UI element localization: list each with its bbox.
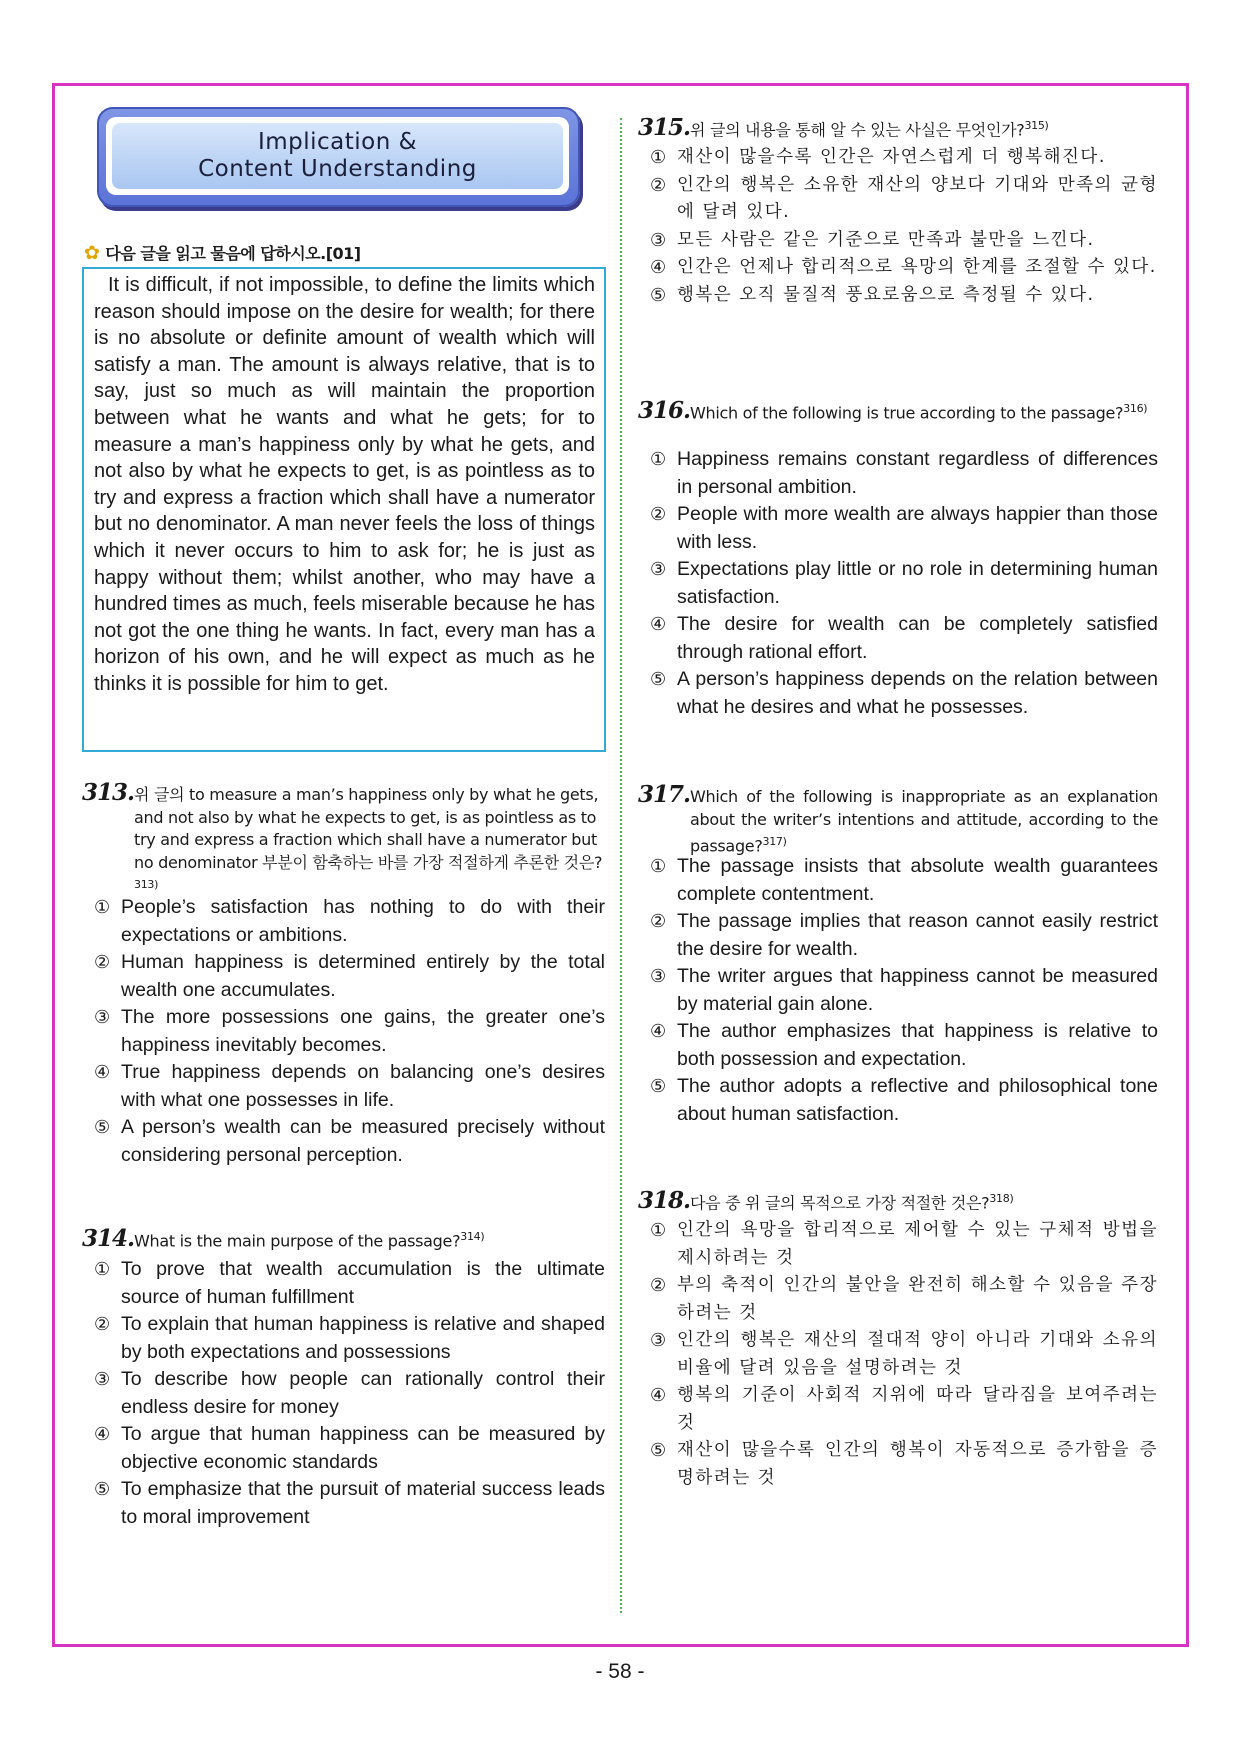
option-text: 부의 축적이 인간의 불안을 완전히 해소할 수 있음을 주장하려는 것: [677, 1275, 1158, 1323]
option-text: 인간의 행복은 소유한 재산의 양보다 기대와 만족의 균형에 달려 있다.: [677, 174, 1158, 222]
option-marker: ②: [650, 911, 667, 931]
option-4[interactable]: [650, 254, 1158, 282]
option-marker: ③: [94, 1007, 111, 1027]
option-text: 행복의 기준이 사회적 지위에 따라 달라짐을 보여주려는 것: [677, 1385, 1158, 1433]
footnote-ref: 318): [989, 1192, 1014, 1205]
option-5[interactable]: [650, 1437, 1158, 1492]
question-text: 다음 중 위 글의 목적으로 가장 적절한 것은?: [690, 1193, 990, 1213]
option-text: 모든 사람은 같은 기준으로 만족과 불만을 느낀다.: [677, 229, 1095, 250]
options-316: [650, 446, 1158, 721]
option-text: 재산이 많을수록 인간의 행복이 자동적으로 증가함을 증명하려는 것: [677, 1440, 1158, 1488]
option-text: The desire for wealth can be completely satisfied through rational effort.: [677, 613, 1158, 663]
option-5[interactable]: [650, 666, 1158, 721]
option-marker: ②: [94, 1314, 111, 1334]
question-316: [638, 398, 1158, 425]
option-1[interactable]: [650, 853, 1158, 908]
option-2[interactable]: [650, 172, 1158, 227]
option-text: True happiness depends on balancing one’s desires with what one possesses in life.: [121, 1061, 605, 1111]
footnote-ref: 313): [134, 878, 159, 891]
option-text: The writer argues that happiness cannot be measured by material gain alone.: [677, 965, 1158, 1015]
question-number: 313.: [82, 779, 135, 806]
option-marker: ②: [650, 174, 668, 196]
option-3[interactable]: [650, 227, 1158, 255]
option-marker: ①: [650, 1220, 668, 1241]
option-marker: ②: [650, 504, 667, 524]
question-text: 위 글의 to measure a man’s happiness only by what he gets, and not also by what he expects to get, is as pointless as to try and express a fraction which shall have a numerator but no denominator 부분이 함축하는 바를 가장 적절하게 추론한 것은?: [134, 785, 603, 872]
question-text: 위 글의 내용을 통해 알 수 있는 사실은 무엇인가?: [690, 120, 1025, 140]
option-4[interactable]: [650, 1018, 1158, 1073]
question-number: 318.: [638, 1187, 691, 1215]
option-marker: ④: [650, 1385, 668, 1406]
question-text: Which of the following is true according to the passage?: [690, 403, 1124, 423]
question-text: Which of the following is inappropriate as an explanation about the writer’s intentions and attitude, according to the passage?: [690, 787, 1158, 856]
options-315: [650, 144, 1158, 309]
option-marker: ⑤: [94, 1479, 111, 1499]
option-text: 재산이 많을수록 인간은 자연스럽게 더 행복해진다.: [677, 147, 1106, 167]
option-2[interactable]: [94, 1311, 605, 1366]
footnote-ref: 314): [460, 1230, 485, 1243]
option-3[interactable]: [94, 1366, 605, 1421]
option-4[interactable]: [94, 1059, 605, 1114]
option-5[interactable]: [650, 1073, 1158, 1128]
option-text: The more possessions one gains, the greater one’s happiness inevitably becomes.: [121, 1006, 605, 1056]
option-4[interactable]: [650, 1382, 1158, 1437]
option-text: Expectations play little or no role in determining human satisfaction.: [677, 558, 1158, 608]
option-text: Happiness remains constant regardless of differences in personal ambition.: [677, 448, 1158, 498]
option-marker: ⑤: [650, 1076, 667, 1096]
option-marker: ④: [650, 614, 667, 634]
footnote-ref: 317): [762, 835, 787, 848]
option-2[interactable]: [94, 949, 605, 1004]
question-text: What is the main purpose of the passage?: [134, 1231, 461, 1251]
option-1[interactable]: [650, 446, 1158, 501]
option-text: The passage implies that reason cannot easily restrict the desire for wealth.: [677, 910, 1158, 960]
option-text: To prove that wealth accumulation is the ultimate source of human fulfillment: [121, 1258, 605, 1308]
option-4[interactable]: [650, 611, 1158, 666]
option-5[interactable]: [94, 1114, 605, 1169]
option-text: Human happiness is determined entirely by the total wealth one accumulates.: [121, 951, 605, 1001]
reading-passage: It is difficult, if not impossible, to define the limits which reason should impose on the desire for wealth; for there is no absolute or definite amount of wealth which will satisfy a man. The amount is always relative, that is to say, just so much as will maintain the proportion between what he wants and what he gets; for to measure a man’s happiness only by what he gets, and not also by what he expects to get, is as pointless as to try and express a fraction which shall have a numerator but no denominator. A man never feels the loss of things which it never occurs to him to ask for; he is just as happy without them; whilst another, who may have a hundred times as much, feels miserable because he has not got the one thing he wants. In fact, every man has a horizon of his own, and he will expect as much as he thinks it is possible for him to get.: [82, 267, 606, 752]
option-marker: ③: [650, 966, 667, 986]
question-number: 317.: [638, 781, 691, 808]
section-title: [112, 123, 563, 189]
option-5[interactable]: [650, 282, 1158, 310]
option-text: To argue that human happiness can be measured by objective economic standards: [121, 1423, 605, 1473]
instruction-text: 다음 글을 읽고 물음에 답하시오.[01]: [105, 244, 361, 263]
option-marker: ⑤: [650, 284, 668, 306]
option-text: A person’s happiness depends on the relation between what he desires and what he possesses.: [677, 668, 1158, 718]
flower-icon: ✿: [84, 241, 100, 264]
instruction: [84, 241, 361, 264]
option-marker: ③: [650, 1330, 668, 1351]
option-3[interactable]: [650, 1327, 1158, 1382]
option-text: The author emphasizes that happiness is relative to both possession and expectation.: [677, 1020, 1158, 1070]
option-marker: ④: [650, 257, 668, 278]
option-marker: ①: [94, 897, 111, 917]
question-number: 316.: [638, 397, 691, 425]
option-text: 인간의 욕망을 합리적으로 제어할 수 있는 구체적 방법을 제시하려는 것: [677, 1220, 1158, 1268]
option-1[interactable]: [650, 144, 1158, 172]
options-318: [650, 1217, 1158, 1492]
option-text: The passage insists that absolute wealth guarantees complete contentment.: [677, 855, 1158, 905]
section-title-line1: Implication &: [257, 129, 418, 155]
question-317: [638, 781, 1158, 858]
options-313: [94, 894, 605, 1169]
section-title-line2: Content Understanding: [198, 156, 477, 182]
option-2[interactable]: [650, 1272, 1158, 1327]
option-marker: ③: [650, 229, 668, 251]
column-divider: [620, 118, 622, 1613]
option-text: 행복은 오직 물질적 풍요로움으로 측정될 수 있다.: [677, 284, 1095, 305]
option-text: People with more wealth are always happier than those with less.: [677, 503, 1158, 553]
option-4[interactable]: [94, 1421, 605, 1476]
page-number: - 58 -: [595, 1660, 645, 1683]
option-text: People’s satisfaction has nothing to do with their expectations or ambitions.: [121, 896, 605, 946]
option-marker: ④: [94, 1424, 111, 1444]
option-text: 인간의 행복은 재산의 절대적 양이 아니라 기대와 소유의 비율에 달려 있음을 설명하려는 것: [677, 1330, 1158, 1378]
option-text: A person’s wealth can be measured precisely without considering personal perception.: [121, 1116, 605, 1166]
option-marker: ①: [650, 449, 667, 469]
option-5[interactable]: [94, 1476, 605, 1531]
option-marker: ②: [650, 1275, 668, 1296]
option-text: To describe how people can rationally control their endless desire for money: [121, 1368, 605, 1418]
option-text: 인간은 언제나 합리적으로 욕망의 한계를 조절할 수 있다.: [677, 257, 1157, 277]
option-marker: ②: [94, 952, 111, 972]
option-3[interactable]: [650, 556, 1158, 611]
option-text: The author adopts a reflective and philosophical tone about human satisfaction.: [677, 1075, 1158, 1125]
options-317: [650, 853, 1158, 1128]
option-marker: ④: [94, 1062, 111, 1082]
option-marker: ⑤: [94, 1117, 111, 1137]
option-marker: ①: [650, 856, 667, 876]
option-1[interactable]: [94, 1256, 605, 1311]
question-314: [82, 1226, 606, 1253]
footnote-ref: 315): [1024, 119, 1049, 132]
option-3[interactable]: [650, 963, 1158, 1018]
options-314: [94, 1256, 605, 1531]
question-313: [82, 779, 606, 901]
question-318: [638, 1188, 1158, 1215]
option-marker: ③: [94, 1369, 111, 1389]
option-marker: ⑤: [650, 1440, 668, 1461]
option-1[interactable]: [94, 894, 605, 949]
option-marker: ④: [650, 1021, 667, 1041]
option-marker: ①: [650, 147, 668, 168]
option-marker: ①: [94, 1259, 111, 1279]
option-text: To emphasize that the pursuit of material success leads to moral improvement: [121, 1478, 605, 1528]
option-3[interactable]: [94, 1004, 605, 1059]
option-marker: ⑤: [650, 669, 667, 689]
option-1[interactable]: [650, 1217, 1158, 1272]
question-number: 314.: [82, 1225, 135, 1253]
option-text: To explain that human happiness is relative and shaped by both expectations and possessions: [121, 1313, 605, 1363]
option-2[interactable]: [650, 908, 1158, 963]
footnote-ref: 316): [1123, 402, 1148, 415]
option-marker: ③: [650, 559, 667, 579]
question-number: 315.: [638, 114, 691, 142]
option-2[interactable]: [650, 501, 1158, 556]
question-315: [638, 115, 1158, 142]
